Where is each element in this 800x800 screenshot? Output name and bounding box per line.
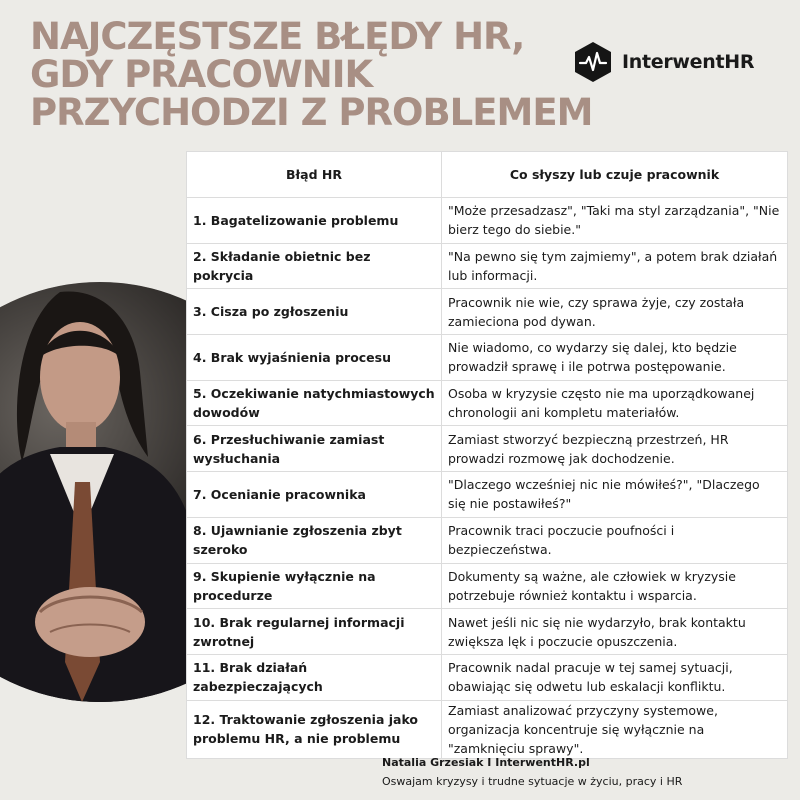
table-row	[187, 700, 788, 758]
errors-table-container	[186, 151, 787, 759]
feeling-cell: Zamiast stworzyć bezpieczną przestrzeń, HR prowadzi rozmowę jak dochodzenie.	[442, 426, 788, 472]
error-cell: 1. Bagatelizowanie problemu	[187, 198, 442, 244]
feeling-cell: Dokumenty są ważne, ale człowiek w kryzysie potrzebuje również kontaktu i wsparcia.	[442, 563, 788, 609]
headline-line-3: PRZYCHODZI Z PROBLEMEM	[30, 91, 593, 134]
table-row	[187, 289, 788, 335]
error-cell: 7. Ocenianie pracownika	[187, 472, 442, 518]
feeling-cell: "Dlaczego wcześniej nic nie mówiłeś?", "Dlaczego się nie postawiłeś?"	[442, 472, 788, 518]
error-cell: 12. Traktowanie zgłoszenia jako problemu HR, a nie problemu	[187, 700, 442, 758]
feeling-cell: "Na pewno się tym zajmiemy", a potem brak działań lub informacji.	[442, 243, 788, 289]
footer	[382, 753, 682, 791]
column-header-error: Błąd HR	[187, 152, 442, 198]
error-cell: 8. Ujawnianie zgłoszenia zbyt szeroko	[187, 517, 442, 563]
brand-logo-block	[572, 40, 754, 84]
table-row	[187, 426, 788, 472]
feeling-cell: Pracownik nadal pracuje w tej samej sytuacji, obawiając się odwetu lub eskalacji konfliktu.	[442, 654, 788, 700]
table-row	[187, 335, 788, 381]
error-cell: 4. Brak wyjaśnienia procesu	[187, 335, 442, 381]
feeling-cell: Pracownik nie wie, czy sprawa żyje, czy została zamieciona pod dywan.	[442, 289, 788, 335]
error-cell: 10. Brak regularnej informacji zwrotnej	[187, 609, 442, 655]
column-header-feeling: Co słyszy lub czuje pracownik	[442, 152, 788, 198]
feeling-cell: Pracownik traci poczucie poufności i bezpieczeństwa.	[442, 517, 788, 563]
heartbeat-hexagon-icon	[572, 41, 614, 83]
table-row	[187, 609, 788, 655]
error-cell: 11. Brak działań zabezpieczających	[187, 654, 442, 700]
footer-tagline: Oswajam kryzysy i trudne sytuacje w życiu, pracy i HR	[382, 775, 683, 788]
error-cell: 9. Skupienie wyłącznie na procedurze	[187, 563, 442, 609]
table-row	[187, 243, 788, 289]
error-cell: 3. Cisza po zgłoszeniu	[187, 289, 442, 335]
table-row	[187, 380, 788, 426]
feeling-cell: Nawet jeśli nic się nie wydarzyło, brak kontaktu zwiększa lęk i poczucie opuszczenia.	[442, 609, 788, 655]
feeling-cell: Zamiast analizować przyczyny systemowe, organizacja koncentruje się wyłącznie na "zamknięciu sprawy".	[442, 700, 788, 758]
table-header-row	[187, 152, 788, 198]
brand-name: InterwentHR	[622, 51, 755, 73]
errors-table	[186, 151, 788, 759]
feeling-cell: Nie wiadomo, co wydarzy się dalej, kto będzie prowadził sprawę i ile potrwa postępowanie.	[442, 335, 788, 381]
table-row	[187, 563, 788, 609]
error-cell: 6. Przesłuchiwanie zamiast wysłuchania	[187, 426, 442, 472]
error-cell: 5. Oczekiwanie natychmiastowych dowodów	[187, 380, 442, 426]
feeling-cell: Osoba w kryzysie często nie ma uporządkowanej chronologii ani kompletu materiałów.	[442, 380, 788, 426]
table-row	[187, 198, 788, 244]
headline	[30, 15, 593, 134]
headline-line-2: GDY PRACOWNIK	[30, 53, 373, 96]
table-row	[187, 654, 788, 700]
table-row	[187, 517, 788, 563]
feeling-cell: "Może przesadzasz", "Taki ma styl zarządzania", "Nie bierz tego do siebie."	[442, 198, 788, 244]
error-cell: 2. Składanie obietnic bez pokrycia	[187, 243, 442, 289]
table-row	[187, 472, 788, 518]
headline-line-1: NAJCZĘSTSZE BŁĘDY HR,	[30, 15, 525, 58]
footer-author: Natalia Grzesiak I InterwentHR.pl	[382, 756, 590, 769]
